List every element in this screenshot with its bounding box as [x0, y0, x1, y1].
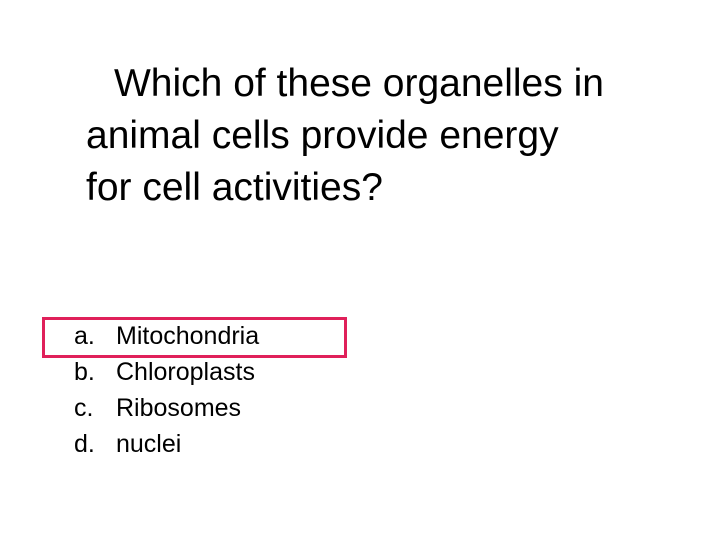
answer-letter: a. — [74, 322, 95, 350]
answer-option-a — [74, 318, 259, 354]
answer-letter: d. — [74, 430, 95, 458]
question-line-1: Which of these organelles in — [114, 62, 604, 105]
answer-option-b — [74, 354, 259, 390]
answer-list — [74, 318, 259, 462]
answer-letter: b. — [74, 358, 95, 386]
answer-text: nuclei — [116, 430, 182, 458]
answer-option-d — [74, 426, 259, 462]
answer-text: Mitochondria — [116, 322, 260, 350]
question-line-3: for cell activities? — [86, 166, 383, 209]
answer-text: Chloroplasts — [116, 358, 255, 386]
question-text — [86, 58, 686, 214]
question-line-2: animal cells provide energy — [86, 114, 559, 157]
answer-option-c — [74, 390, 259, 426]
answer-letter: c. — [74, 394, 94, 422]
answer-text: Ribosomes — [116, 394, 242, 422]
